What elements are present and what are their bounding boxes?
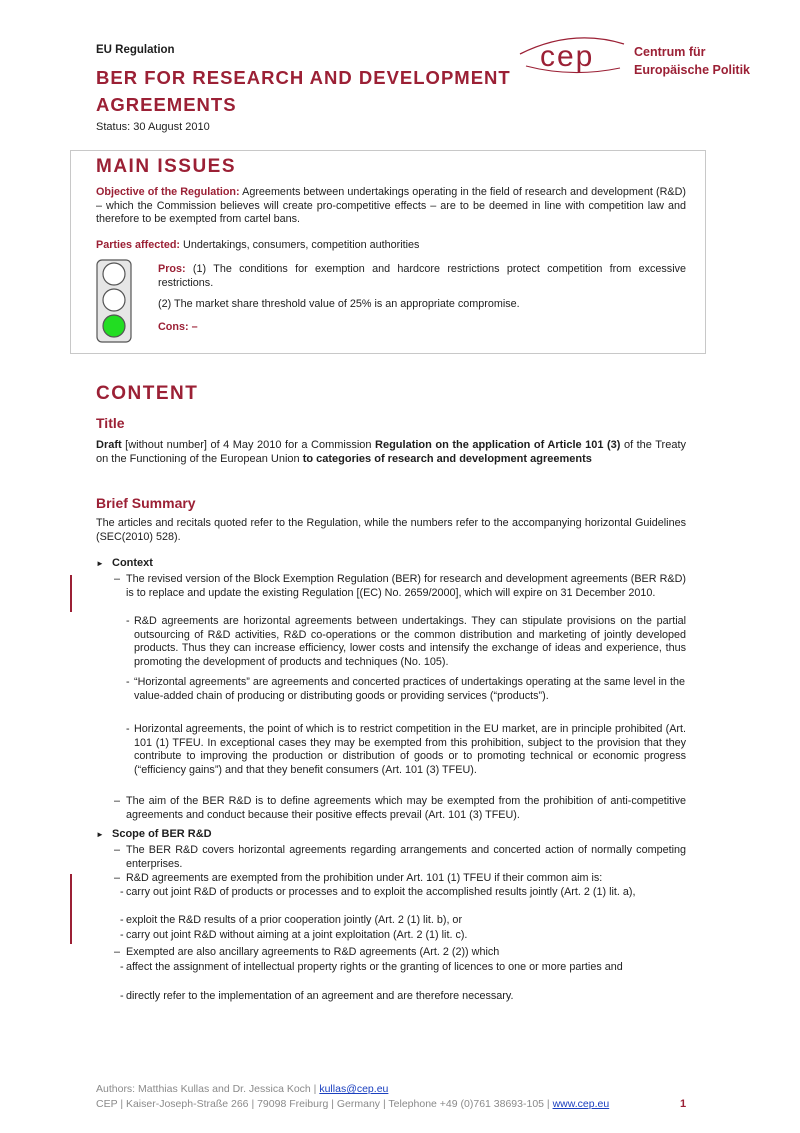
objective-label: Objective of the Regulation:: [96, 186, 240, 198]
context-heading: [96, 557, 153, 569]
context-item-1-text: The revised version of the Block Exemption Regulation (BER) for research and development agreements (BER R&D) is to replace and update the existing Regulation [(EC) No. 2659/2000], which will expire on 31 December 2010.: [126, 573, 686, 599]
change-bar-marker: [70, 874, 72, 944]
sub-bullet: -: [120, 886, 124, 898]
context-item-1: [114, 573, 686, 600]
scope-sub-item-5-text: directly refer to the implementation of an agreement and are therefore necessary.: [126, 990, 514, 1002]
title-line-1: BER FOR RESEARCH AND DEVELOPMENT: [96, 67, 511, 88]
title-line-2: AGREEMENTS: [96, 94, 237, 115]
scope-item-1-text: The BER R&D covers horizontal agreements regarding arrangements and concerted action of normally competing enterprises.: [126, 844, 686, 870]
cep-logo: [512, 30, 630, 80]
traffic-light-red-lamp: [103, 263, 125, 285]
dash-bullet: –: [114, 844, 121, 856]
sub-bullet: -: [126, 676, 130, 688]
title-part-1: Draft: [96, 439, 122, 451]
pros-label: Pros:: [158, 263, 186, 275]
document-title: [96, 64, 526, 118]
sub-bullet: -: [120, 929, 124, 941]
main-issues-heading: MAIN ISSUES: [96, 156, 237, 177]
traffic-light-yellow-lamp: [103, 289, 125, 311]
website-link[interactable]: www.cep.eu: [552, 1098, 610, 1110]
objective-text: Agreements between undertakings operating in the field of research and development (R&D) – which the Commission believes will create pro-competitive effects – are to be deemed in line with competition law and therefore to be exempted from cartel bans.: [96, 186, 687, 226]
cons-text: –: [188, 321, 198, 333]
scope-sub-item-2-text: exploit the R&D results of a prior cooperation jointly (Art. 2 (1) lit. b), or: [126, 914, 463, 926]
organization-name: [634, 43, 750, 79]
sub-bullet: -: [120, 990, 124, 1002]
scope-sub-item-1: [120, 886, 686, 900]
title-part-2: [without number] of 4 May 2010 for a Commission: [121, 439, 376, 451]
context-sub-item-3-text: Horizontal agreements, the point of which is to restrict competition in the EU market, are in principle prohibited (Art. 101 (1) TFEU. In exceptional cases they may be exempted from this prohibition, subject to the provision that they contribute to improving the production or distribution of goods or to promoting technical or economic progress (“efficiency gains”) and that they benefit consumers (Art. 101 (3) TFEU).: [134, 723, 686, 776]
scope-item-2-text: R&D agreements are exempted from the prohibition under Art. 101 (1) TFEU if their common aim is:: [126, 872, 603, 884]
sub-bullet: -: [126, 615, 130, 627]
dash-bullet: –: [114, 946, 121, 958]
sub-bullet: -: [120, 914, 124, 926]
scope-item-1: [114, 844, 686, 871]
org-line-1: Centrum für: [634, 45, 706, 59]
scope-sub-item-1-text: carry out joint R&D of products or processes and to exploit the accomplished results jointly (Art. 2 (1) lit. a),: [126, 886, 636, 898]
title-part-4: of the Treaty on the Functioning of the European Union: [96, 439, 686, 465]
context-sub-item-1: [126, 615, 686, 669]
scope-heading-text: Scope of BER R&D: [112, 828, 212, 840]
context-heading-text: Context: [112, 557, 153, 569]
title-heading: Title: [96, 415, 125, 431]
document-type: EU Regulation: [96, 44, 175, 56]
dash-bullet: –: [114, 573, 121, 585]
scope-sub-item-5: [120, 990, 686, 1004]
scope-sub-item-4-text: affect the assignment of intellectual property rights or the granting of licences to one or more parties and: [126, 961, 623, 973]
summary-heading: Brief Summary: [96, 495, 196, 511]
content-heading: CONTENT: [96, 383, 199, 404]
scope-item-3-text: Exempted are also ancillary agreements to R&D agreements (Art. 2 (2)) which: [126, 946, 500, 958]
sub-bullet: -: [120, 961, 124, 973]
scope-sub-item-4: [120, 961, 686, 975]
org-line-2: Europäische Politik: [634, 63, 751, 77]
footer-address: [96, 1098, 609, 1110]
dash-bullet: –: [114, 872, 121, 884]
scope-heading: [96, 828, 212, 840]
pros-paragraph-2: (2) The market share threshold value of 25% is an appropriate compromise.: [158, 298, 520, 310]
footer-authors: [96, 1083, 388, 1095]
traffic-light-green-lamp: [103, 315, 125, 337]
title-part-3: Regulation on the application of Article 101 (3): [375, 439, 621, 451]
authors-text: Authors: Matthias Kullas and Dr. Jessica Koch |: [96, 1083, 320, 1095]
context-item-2: [114, 795, 686, 822]
scope-sub-item-3-text: carry out joint R&D without aiming at a joint exploitation (Art. 2 (1) lit. c).: [126, 929, 468, 941]
sub-bullet: -: [126, 723, 130, 735]
scope-sub-item-3: [120, 929, 686, 943]
context-item-2-text: The aim of the BER R&D is to define agreements which may be exempted from the prohibition of anti-competitive agreements and conduct because their positive effects prevail (Art. 101 (3) TFEU).: [126, 795, 686, 821]
page-number: 1: [680, 1098, 687, 1110]
parties-paragraph: [96, 239, 686, 253]
context-sub-item-1-text: R&D agreements are horizontal agreements between undertakings. They can stipulate provisions on the partial outsourcing of R&D activities, R&D co-operations or the common distribution and marketing of jointly developed products. Thus they can increase efficiency, lower costs and intensify the exchange of ideas and experience, thus promoting the development of products and techniques (No. 105).: [134, 615, 686, 668]
parties-text: Undertakings, consumers, competition authorities: [180, 239, 420, 251]
traffic-light-icon: [96, 259, 132, 343]
parties-label: Parties affected:: [96, 239, 181, 251]
dash-bullet: –: [114, 795, 121, 807]
title-paragraph: [96, 438, 686, 466]
context-sub-item-3: [126, 723, 686, 777]
cons-paragraph: [158, 321, 198, 335]
scope-item-2: [114, 872, 686, 886]
scope-item-3: [114, 946, 686, 960]
scope-sub-item-2: [120, 914, 686, 928]
author-email-link[interactable]: kullas@cep.eu: [319, 1083, 389, 1095]
logo-text: cep: [540, 40, 595, 73]
title-part-5: to categories of research and development agreements: [302, 453, 592, 465]
triangle-bullet-icon: ►: [96, 559, 104, 568]
change-bar-marker: [70, 575, 72, 612]
summary-intro: The articles and recitals quoted refer to the Regulation, while the numbers refer to the accompanying horizontal Guidelines (SEC(2010) 528).: [96, 517, 686, 543]
triangle-bullet-icon: ►: [96, 830, 104, 839]
objective-paragraph: [96, 186, 686, 227]
pros-text: (1) The conditions for exemption and hardcore restrictions protect competition from excessive restrictions.: [158, 263, 686, 289]
document-status: Status: 30 August 2010: [96, 121, 210, 133]
cons-label: Cons:: [158, 321, 189, 333]
pros-paragraph: [158, 263, 686, 290]
context-sub-item-2-text: “Horizontal agreements” are agreements and concerted practices of undertakings operating at the same level in the value-added chain of producing or distributing goods or providing services (“products”).: [134, 676, 685, 702]
address-text: CEP | Kaiser-Joseph-Straße 266 | 79098 Freiburg | Germany | Telephone +49 (0)761 38693-105 |: [96, 1098, 553, 1110]
context-sub-item-2: [126, 676, 686, 703]
